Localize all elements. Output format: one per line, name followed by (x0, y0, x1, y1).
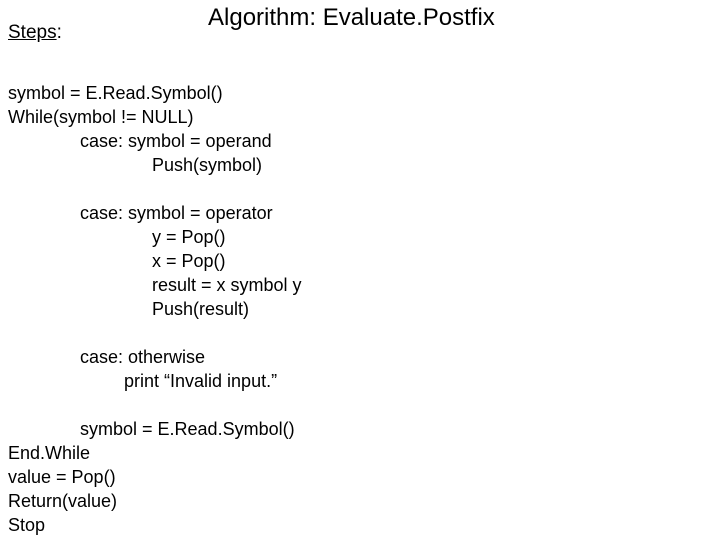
code-line-print-invalid: print “Invalid input.” (124, 371, 278, 391)
code-line-end-while: End.While (8, 443, 91, 463)
code-line-read-symbol: symbol = E.Read.Symbol() (8, 83, 223, 103)
code-line-stop: Stop (8, 515, 46, 535)
code-line-case-operand: case: symbol = operand (80, 131, 272, 151)
code-line-value-pop: value = Pop() (8, 467, 116, 487)
code-line-pop-y: y = Pop() (152, 227, 226, 247)
code-line-case-operator: case: symbol = operator (80, 203, 273, 223)
code-line-while: While(symbol != NULL) (8, 107, 194, 127)
code-line-push-result: Push(result) (152, 299, 250, 319)
code-line-return: Return(value) (8, 491, 118, 511)
code-line-push-symbol: Push(symbol) (152, 155, 263, 175)
steps-label: Steps (8, 22, 57, 43)
code-line-pop-x: x = Pop() (152, 251, 226, 271)
code-line-read-symbol-again: symbol = E.Read.Symbol() (80, 419, 295, 439)
code-line-result: result = x symbol y (152, 275, 302, 295)
steps-heading (8, 22, 62, 44)
code-line-case-otherwise: case: otherwise (80, 347, 206, 367)
algorithm-title: Algorithm: Evaluate.Postfix (208, 4, 495, 31)
steps-colon: : (56, 22, 62, 43)
